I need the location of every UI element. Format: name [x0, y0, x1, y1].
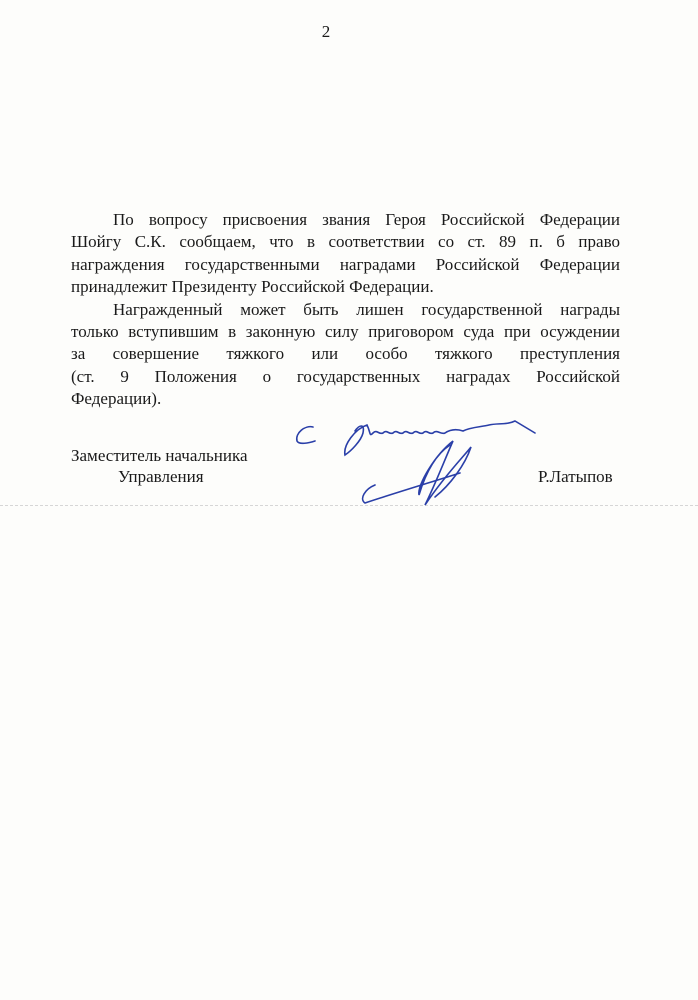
text-line: Федерации). [71, 389, 162, 409]
text-line: за совершение тяжкого или особо тяжкого преступления [71, 344, 620, 364]
text-line: только вступившим в законную силу приговором суда при осуждении [71, 321, 620, 341]
text-line: награждения государственными наградами Российской Федерации [71, 254, 620, 274]
signatory-name: Р.Латыпов [538, 467, 613, 486]
text-line: принадлежит Президенту Российской Федерации. [71, 277, 434, 297]
text-line: По вопросу присвоения звания Героя Российской Федерации [113, 210, 620, 229]
signatory-position-line2: Управления [118, 467, 204, 486]
handwritten-signature [285, 415, 550, 515]
letter-body [71, 209, 620, 411]
text-line: Награжденный может быть лишен государственной награды [113, 299, 620, 319]
signatory-position-line1: Заместитель начальника [71, 446, 248, 465]
text-line: (ст. 9 Положения о государственных наградах Российской [71, 366, 620, 386]
page-number: 2 [321, 22, 331, 41]
text-line: Шойгу С.К. сообщаем, что в соответствии со ст. 89 п. б право [71, 232, 620, 252]
